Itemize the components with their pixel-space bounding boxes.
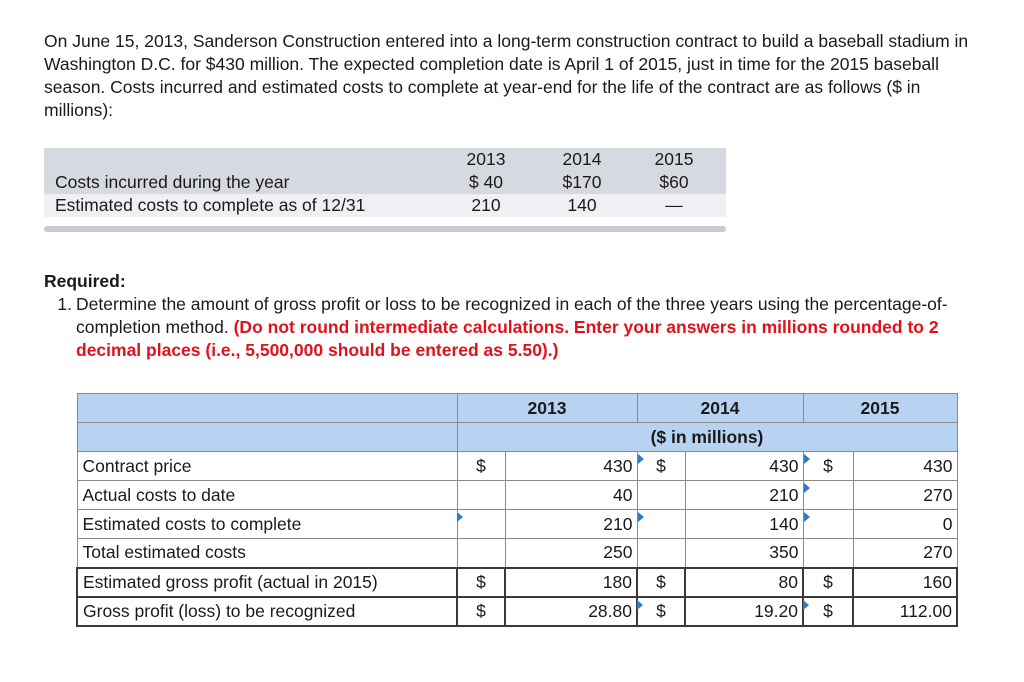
requirement-text: [76, 293, 984, 362]
given-year-2014: 2014: [562, 149, 602, 169]
table-row: [77, 510, 957, 539]
contract-price-2013-input[interactable]: 430: [505, 452, 637, 481]
currency-sign: [457, 539, 505, 568]
table-row: [77, 452, 957, 481]
header-blank: [77, 394, 457, 423]
given-row-label: Estimated costs to complete as of 12/31: [55, 195, 366, 215]
given-value: —: [665, 195, 683, 215]
given-year-2013: 2013: [466, 149, 506, 169]
actual-costs-2013-input[interactable]: 40: [505, 481, 637, 510]
row-label: Estimated costs to complete: [77, 510, 457, 539]
answer-table: [76, 393, 958, 627]
answer-year-2013: 2013: [457, 394, 637, 423]
actual-costs-2014-input[interactable]: 210: [685, 481, 803, 510]
row-label: Total estimated costs: [77, 539, 457, 568]
given-year-2015: 2015: [654, 149, 694, 169]
answer-year-header-row: [77, 394, 957, 423]
gross-profit-recognized-2014-input[interactable]: 19.20: [685, 597, 803, 626]
requirement-instruction: (Do not round intermediate calculations. Enter your answers in millions rounded to 2 decimal places (i.e., 5,500,000 should be entered as 5.50).): [76, 317, 939, 360]
currency-sign: [803, 539, 853, 568]
required-section: [44, 270, 984, 362]
row-label: Estimated gross profit (actual in 2015): [77, 568, 457, 597]
currency-sign: $: [457, 568, 505, 597]
total-estimated-costs-2015-input[interactable]: 270: [853, 539, 957, 568]
costs-to-complete-2015-input[interactable]: 0: [853, 510, 957, 539]
row-label: Actual costs to date: [77, 481, 457, 510]
table-scrollbar[interactable]: [44, 226, 726, 232]
currency-sign: $: [637, 597, 685, 626]
total-estimated-costs-2014-input[interactable]: 350: [685, 539, 803, 568]
given-costs-incurred-row: [44, 171, 726, 194]
currency-sign: [637, 539, 685, 568]
given-row-label: Costs incurred during the year: [55, 172, 290, 192]
currency-sign: [803, 481, 853, 510]
answer-year-2015: 2015: [803, 394, 957, 423]
given-value: $60: [659, 172, 689, 192]
currency-sign: $: [637, 568, 685, 597]
gross-profit-recognized-2013-input[interactable]: 28.80: [505, 597, 637, 626]
currency-sign: $: [637, 452, 685, 481]
table-row: [77, 597, 957, 626]
currency-sign: $: [803, 452, 853, 481]
given-value: 140: [567, 195, 597, 215]
total-estimated-costs-2013-input[interactable]: 250: [505, 539, 637, 568]
gross-profit-recognized-2015-input[interactable]: 112.00: [853, 597, 957, 626]
answer-year-2014: 2014: [637, 394, 803, 423]
given-value: 210: [471, 195, 501, 215]
given-value: $ 40: [468, 172, 504, 192]
currency-sign: $: [457, 597, 505, 626]
table-row: [77, 481, 957, 510]
given-value: $170: [562, 172, 602, 192]
currency-sign: $: [803, 597, 853, 626]
currency-sign: [803, 510, 853, 539]
table-row: [77, 568, 957, 597]
table-row: [77, 539, 957, 568]
given-costs-to-complete-row: [44, 194, 726, 217]
problem-intro: On June 15, 2013, Sanderson Construction entered into a long-term construction contract to build a baseball stadium in Washington D.C. for $430 million. The expected completion date is April 1 of 2015, just in time for the 2015 baseball season. Costs incurred and estimated costs to complete at year-end for the life of the contract are as follows ($ in millions):: [44, 31, 969, 120]
actual-costs-2015-input[interactable]: 270: [853, 481, 957, 510]
row-label: Contract price: [77, 452, 457, 481]
gross-profit-estimate-2013-input[interactable]: 180: [505, 568, 637, 597]
contract-price-2014-input[interactable]: 430: [685, 452, 803, 481]
costs-to-complete-2013-input[interactable]: 210: [505, 510, 637, 539]
currency-sign: [457, 510, 505, 539]
currency-sign: [637, 481, 685, 510]
costs-to-complete-2014-input[interactable]: 140: [685, 510, 803, 539]
requirement-number: 1.: [57, 294, 72, 314]
row-label: Gross profit (loss) to be recognized: [77, 597, 457, 626]
requirement-body: Determine the amount of gross profit or loss to be recognized in each of the three years using the percentage-of-completion method.: [76, 294, 948, 337]
currency-sign: $: [803, 568, 853, 597]
gross-profit-estimate-2014-input[interactable]: 80: [685, 568, 803, 597]
gross-profit-estimate-2015-input[interactable]: 160: [853, 568, 957, 597]
currency-sign: [637, 510, 685, 539]
currency-sign: $: [457, 452, 505, 481]
requirement-item: [44, 293, 984, 362]
given-year-row: [44, 148, 726, 171]
required-title: Required:: [44, 271, 126, 291]
currency-sign: [457, 481, 505, 510]
answer-unit-header-row: [77, 423, 957, 452]
contract-price-2015-input[interactable]: 430: [853, 452, 957, 481]
answer-unit-label: ($ in millions): [457, 423, 957, 452]
header-blank: [77, 423, 457, 452]
